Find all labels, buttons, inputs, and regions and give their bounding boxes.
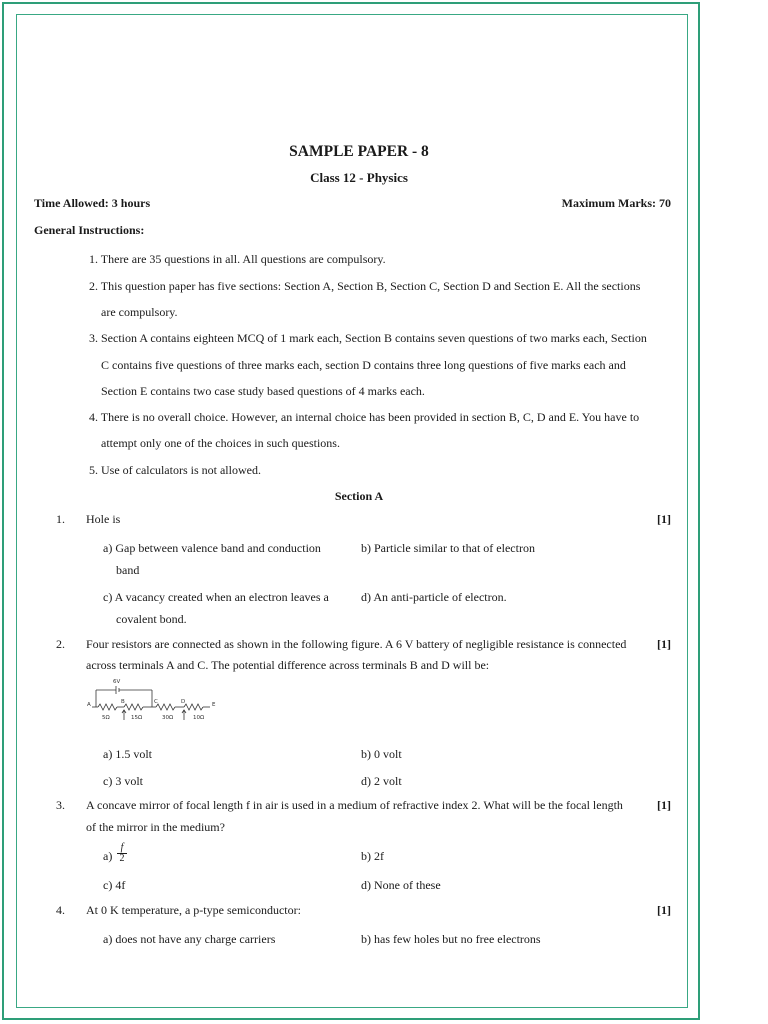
instruction-2-line-2: are compulsory. bbox=[101, 305, 178, 319]
resistor-de bbox=[184, 704, 203, 710]
question-3-option-b: b) 2f bbox=[361, 849, 384, 863]
resistor-bc-label: 15Ω bbox=[131, 715, 143, 721]
instruction-1: 1. There are 35 questions in all. All questions are compulsory. bbox=[89, 252, 386, 266]
instruction-3-line-3: Section E contains two case study based questions of 4 marks each. bbox=[101, 384, 425, 398]
node-e-label: E bbox=[212, 702, 216, 708]
question-4-number: 4. bbox=[56, 903, 65, 917]
question-2-text-line-1: Four resistors are connected as shown in the following figure. A 6 V battery of negligible resistance is connected bbox=[86, 637, 627, 651]
question-3-text-line-1: A concave mirror of focal length f in air is used in a medium of refractive index 2. What will be the focal length bbox=[86, 798, 623, 812]
question-2-circuit-diagram bbox=[86, 676, 226, 726]
node-d-label: D bbox=[181, 699, 186, 705]
node-b-label: B bbox=[121, 699, 125, 705]
question-1-number: 1. bbox=[56, 512, 65, 526]
question-2-option-b: b) 0 volt bbox=[361, 747, 402, 761]
resistor-de-label: 10Ω bbox=[193, 715, 205, 721]
question-2-text-line-2: across terminals A and C. The potential difference across terminals B and D will be: bbox=[86, 658, 490, 672]
paper-title: SAMPLE PAPER - 8 bbox=[289, 143, 429, 160]
question-3-option-d: d) None of these bbox=[361, 878, 441, 892]
question-1-option-b: b) Particle similar to that of electron bbox=[361, 541, 535, 555]
question-3-text-line-2: of the mirror in the medium? bbox=[86, 820, 225, 834]
instruction-3-line-1: 3. Section A contains eighteen MCQ of 1 mark each, Section B contains seven questions of two marks each, Section bbox=[89, 331, 647, 345]
node-c-label: C bbox=[154, 699, 158, 705]
fraction-denominator: 2 bbox=[119, 853, 125, 864]
resistor-ab bbox=[98, 704, 117, 710]
question-2-number: 2. bbox=[56, 637, 65, 651]
instruction-3-line-2: C contains five questions of three marks each, section D contains three long questions of five marks each and bbox=[101, 358, 626, 372]
instruction-4-line-1: 4. There is no overall choice. However, an internal choice has been provided in section B, C, D and E. You have to bbox=[89, 410, 640, 424]
time-allowed: Time Allowed: 3 hours bbox=[34, 196, 151, 210]
question-1-marks: [1] bbox=[657, 512, 671, 526]
resistor-cd bbox=[156, 704, 175, 710]
maximum-marks: Maximum Marks: 70 bbox=[561, 196, 671, 210]
resistor-bc bbox=[124, 704, 143, 710]
question-1-option-a-line-1: a) Gap between valence band and conduction bbox=[103, 541, 321, 555]
question-3-marks: [1] bbox=[657, 798, 671, 812]
question-1-option-c-line-2: covalent bond. bbox=[116, 612, 187, 626]
question-2-option-c: c) 3 volt bbox=[103, 774, 143, 788]
question-3-option-a-prefix: a) bbox=[103, 849, 113, 863]
question-1-option-a-line-2: band bbox=[116, 563, 140, 577]
question-4-text: At 0 K temperature, a p-type semiconductor: bbox=[86, 903, 301, 917]
question-2-option-a: a) 1.5 volt bbox=[103, 747, 152, 761]
question-3-option-c: c) 4f bbox=[103, 878, 126, 892]
instruction-5: 5. Use of calculators is not allowed. bbox=[89, 463, 261, 477]
section-a-heading: Section A bbox=[334, 489, 384, 503]
question-4-option-b: b) has few holes but no free electrons bbox=[361, 932, 541, 946]
question-2-option-d: d) 2 volt bbox=[361, 774, 402, 788]
question-1-text: Hole is bbox=[86, 512, 121, 526]
question-2-marks: [1] bbox=[657, 637, 671, 651]
resistor-ab-label: 5Ω bbox=[102, 715, 110, 721]
fraction-numerator: f bbox=[117, 843, 127, 854]
question-4-option-a: a) does not have any charge carriers bbox=[103, 932, 276, 946]
question-3-number: 3. bbox=[56, 798, 65, 812]
question-1-option-d: d) An anti-particle of electron. bbox=[361, 590, 507, 604]
question-1-option-c-line-1: c) A vacancy created when an electron leaves a bbox=[103, 590, 329, 604]
battery-label: 6V bbox=[113, 679, 121, 685]
paper-subtitle: Class 12 - Physics bbox=[310, 170, 408, 185]
resistor-cd-label: 30Ω bbox=[162, 715, 174, 721]
instruction-4-line-2: attempt only one of the choices in such questions. bbox=[101, 436, 340, 450]
node-a-label: A bbox=[87, 702, 91, 708]
instruction-2-line-1: 2. This question paper has five sections: Section A, Section B, Section C, Section D and Section E. All the sections bbox=[89, 279, 641, 293]
question-4-marks: [1] bbox=[657, 903, 671, 917]
general-instructions-heading: General Instructions: bbox=[34, 223, 145, 237]
question-3-option-a-fraction bbox=[117, 843, 127, 864]
